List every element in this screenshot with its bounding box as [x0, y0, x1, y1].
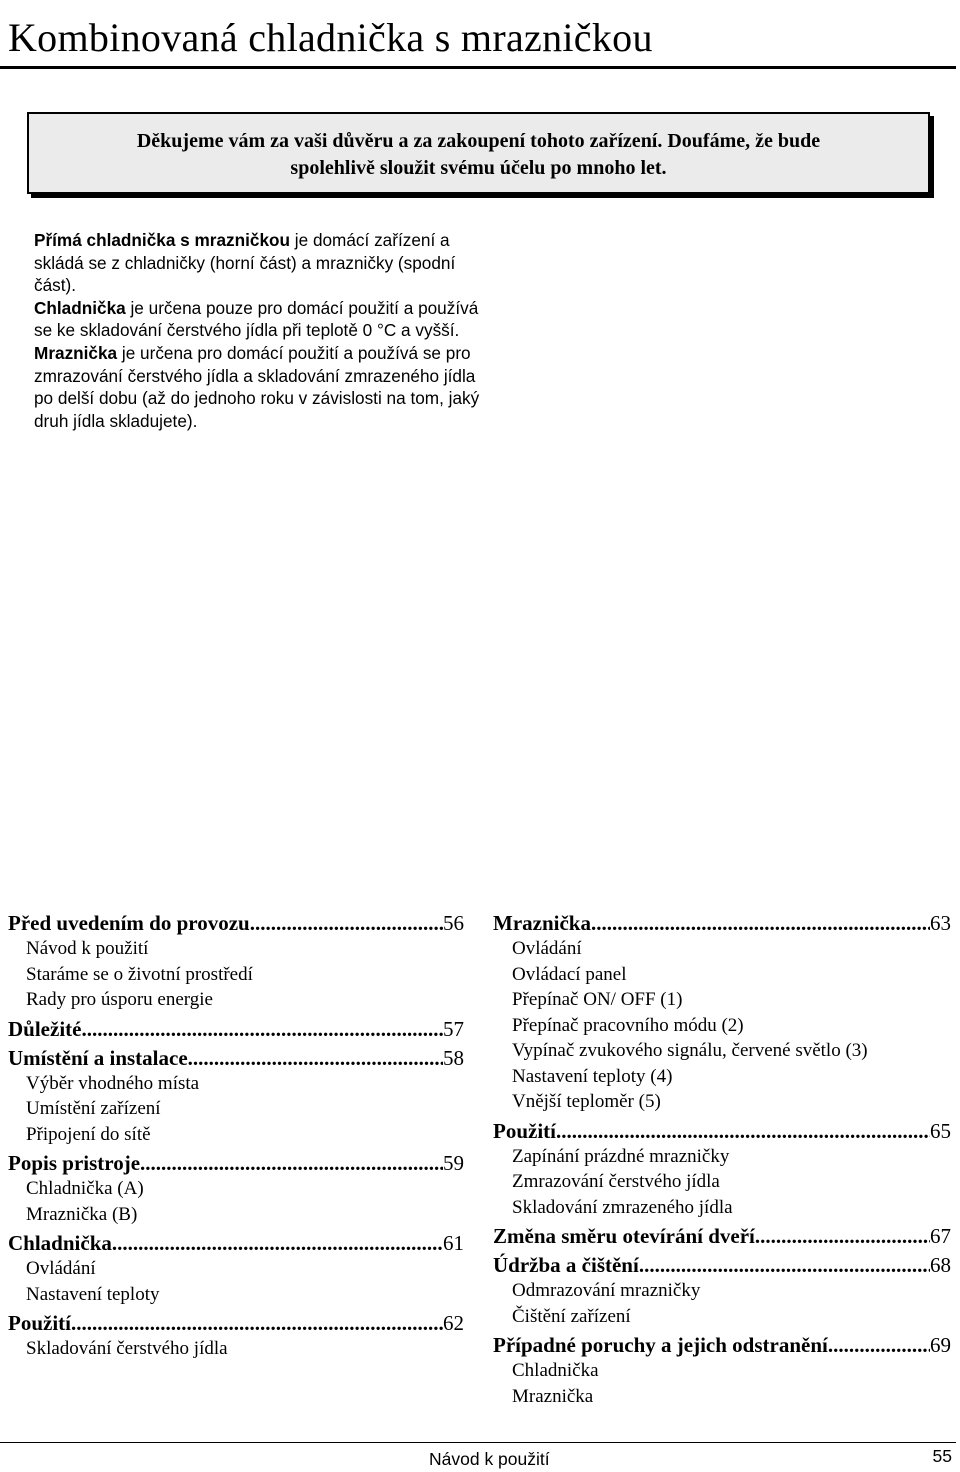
toc-subentry[interactable]: Připojení do sítě — [26, 1123, 151, 1145]
toc-dot-leader — [71, 1310, 443, 1336]
toc-dot-leader — [755, 1223, 930, 1249]
footer-rule — [0, 1442, 956, 1443]
toc-subentry[interactable]: Vypínač zvukového signálu, červené světlo (3) — [512, 1040, 868, 1061]
toc-entry-page: 65 — [930, 1118, 951, 1143]
toc-subentry[interactable]: Čištění zařízení — [512, 1305, 631, 1327]
toc-subentry[interactable]: Přepínač pracovního módu (2) — [512, 1014, 744, 1036]
toc-entry[interactable] — [8, 1045, 464, 1071]
page-number: 55 — [932, 1446, 952, 1466]
toc-subentry[interactable]: Zapínání prázdné mrazničky — [512, 1145, 730, 1167]
intro-text-3: je určena pro domácí použití a používá se pro zmrazování čerstvého jídla a skladování zmrazeného jídla po delší dobu (až do jednoho roku v závislosti na tom, jaký druh jídla skladujete). — [34, 342, 480, 431]
toc-entry-page: 68 — [930, 1253, 951, 1277]
toc-subentry[interactable]: Ovládání — [26, 1258, 96, 1279]
toc-subentry[interactable]: Staráme se o životní prostředí — [26, 963, 253, 985]
thanks-line-1: Děkujeme vám za vaši důvěru a za zakoupení tohoto zařízení. Doufáme, že bude — [136, 130, 821, 152]
toc-subentry[interactable]: Skladování zmrazeného jídla — [512, 1196, 733, 1218]
toc-dot-leader — [140, 1150, 443, 1176]
toc-subentry[interactable]: Zmrazování čerstvého jídla — [512, 1171, 720, 1192]
intro-paragraph-2 — [34, 297, 484, 342]
thanks-line-2: spolehlivě sloužit svému účelu po mnoho let. — [290, 157, 667, 179]
toc-entry-page: 58 — [443, 1045, 464, 1070]
toc-dot-leader — [639, 1252, 930, 1278]
toc-dot-leader — [591, 910, 930, 936]
toc-entry-title: Chladnička — [8, 1231, 112, 1255]
toc-entry[interactable] — [493, 1252, 951, 1278]
toc-right-column — [493, 910, 951, 1409]
toc-entry-page: 69 — [930, 1333, 951, 1357]
toc-entry-title: Údržba a čištění — [493, 1253, 639, 1277]
toc-subentry[interactable]: Nastavení teploty (4) — [512, 1065, 673, 1087]
toc-entry-page: 67 — [930, 1224, 951, 1248]
toc-entry-page: 59 — [443, 1151, 464, 1175]
intro-text-1: je domácí zařízení a skládá se z chladničky (horní část) a mrazničky (spodní část). — [34, 230, 456, 296]
intro-paragraph-3 — [34, 342, 484, 432]
toc-entry-page: 63 — [930, 911, 951, 935]
toc-entry-page: 61 — [443, 1231, 464, 1255]
toc-entry-title: Případné poruchy a jejich odstranění — [493, 1333, 828, 1357]
toc-subentry[interactable]: Ovládání — [512, 938, 582, 959]
toc-dot-leader — [188, 1045, 443, 1071]
toc-subentry[interactable]: Odmrazování mrazničky — [512, 1280, 701, 1301]
toc-dot-leader — [250, 910, 443, 936]
toc-entry[interactable] — [493, 910, 951, 936]
toc-subentry[interactable]: Skladování čerstvého jídla — [26, 1338, 228, 1359]
title-rule — [0, 66, 956, 69]
toc-entry-title: Mraznička — [493, 911, 591, 935]
toc-entry-title: Změna směru otevírání dveří — [493, 1224, 755, 1248]
intro-text-2: je určena pouze pro domácí použití a používá se ke skladování čerstvého jídla při teplotě 0 °C a vyšší. — [34, 297, 479, 341]
toc-entry[interactable] — [493, 1118, 951, 1144]
toc-entry-page: 62 — [443, 1311, 464, 1335]
toc-subentry[interactable]: Mraznička — [512, 1385, 594, 1407]
toc-entry-title: Umístění a instalace — [8, 1045, 188, 1070]
toc-subentry[interactable]: Mraznička (B) — [26, 1203, 138, 1225]
toc-subentry[interactable]: Výběr vhodného místa — [26, 1072, 200, 1094]
toc-entry[interactable] — [493, 1332, 951, 1358]
toc-entry-page: 56 — [443, 911, 464, 935]
toc-dot-leader — [828, 1332, 930, 1358]
toc-entry[interactable] — [8, 910, 464, 936]
page-title: Kombinovaná chladnička s mrazničkou — [8, 15, 653, 60]
toc-entry[interactable] — [493, 1223, 951, 1249]
toc-subentry[interactable]: Umístění zařízení — [26, 1098, 161, 1119]
toc-entry-title: Před uvedením do provozu — [8, 911, 250, 935]
intro-term-freezer: Mraznička — [34, 342, 118, 363]
toc-dot-leader — [556, 1118, 930, 1144]
toc-subentry[interactable]: Chladnička (A) — [26, 1178, 144, 1199]
toc-entry-page: 57 — [443, 1016, 464, 1041]
toc-entry-title: Použití — [8, 1311, 71, 1335]
toc-subentry[interactable]: Chladnička — [512, 1360, 599, 1381]
toc-subentry[interactable]: Návod k použití — [26, 938, 149, 959]
toc-entry-title: Důležité — [8, 1016, 82, 1041]
intro-term-fridge: Chladnička — [34, 297, 126, 318]
intro-text — [34, 229, 484, 432]
toc-entry-title: Popis pristroje — [8, 1151, 141, 1175]
toc-subentry[interactable]: Vnější teploměr (5) — [512, 1091, 661, 1112]
toc-subentry[interactable]: Ovládací panel — [512, 963, 627, 985]
toc-subentry[interactable]: Přepínač ON/ OFF (1) — [512, 989, 683, 1010]
toc-dot-leader — [81, 1016, 443, 1042]
intro-paragraph-1 — [34, 229, 484, 297]
toc-entry[interactable] — [8, 1230, 464, 1256]
toc-dot-leader — [112, 1230, 443, 1256]
footer-label: Návod k použití — [429, 1449, 550, 1469]
thanks-box — [27, 112, 930, 194]
toc-entry-title: Použití — [493, 1118, 556, 1143]
toc-subentry[interactable]: Rady pro úsporu energie — [26, 989, 213, 1010]
toc-entry[interactable] — [8, 1016, 464, 1042]
intro-term-combo: Přímá chladnička s mrazničkou — [34, 230, 291, 250]
toc-entry[interactable] — [8, 1150, 464, 1176]
toc-entry[interactable] — [8, 1310, 464, 1336]
toc-left-column — [8, 910, 464, 1362]
toc-subentry[interactable]: Nastavení teploty — [26, 1283, 160, 1305]
